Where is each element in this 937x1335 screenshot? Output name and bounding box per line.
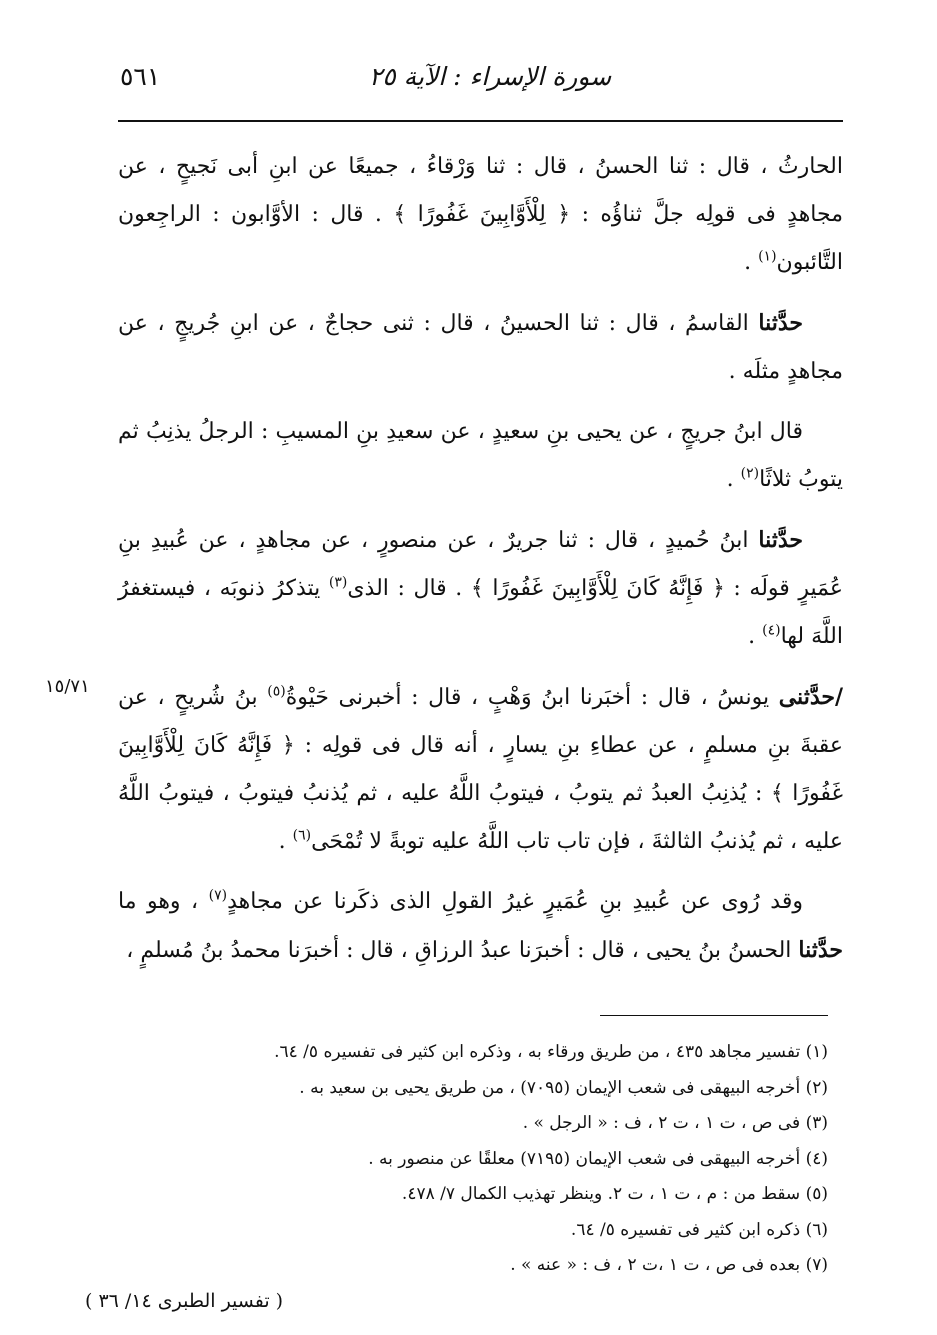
- footnotes: [118, 1035, 828, 1284]
- paragraph-3: [118, 408, 843, 504]
- paragraph-text: القاسمُ ، قال : ثنا الحسينُ ، قال : ثنى حجاجٌ ، عن ابنِ جُريجٍ ، عن مجاهدٍ مثلَه .: [118, 311, 843, 384]
- header-rule: [118, 120, 843, 122]
- running-header-title: سورة الإسراء : الآية ٢٥: [368, 62, 612, 91]
- paragraph-text: يتذكرُ ذنوبَه ، فيستغفرُ اللَّهَ لها: [118, 576, 843, 649]
- paragraph-text: .: [726, 467, 741, 492]
- paragraph-6: [118, 878, 843, 975]
- footnote-marker: (٣): [328, 574, 348, 591]
- paragraph-text: ، وهو ما: [118, 889, 209, 914]
- footnote-marker: (٦): [292, 827, 312, 844]
- paragraph-4: [118, 516, 843, 661]
- paragraph-text: قال ابنُ جريجٍ ، عن يحيى بنِ سعيدٍ ، عن سعيدِ بنِ المسيبِ : الرجلُ يذنِبُ ثم يتوبُ ثلاثًا: [118, 419, 843, 492]
- paragraph-text: وقد رُوى عن عُبيدِ بنِ عُمَيرٍ غيرُ القولِ الذى ذكَرنا عن مجاهدٍ: [227, 889, 803, 914]
- hadith-lead-word: حدَّثنا: [798, 937, 843, 963]
- hadith-lead-word: /حدَّثنى: [778, 684, 843, 710]
- footnote-2: (٢) أخرجه البيهقى فى شعب الإيمان (٧٠٩٥) ، من طريق يحيى بن سعيد به .: [299, 1077, 828, 1098]
- margin-reference: ١٥/٧١: [45, 676, 90, 697]
- hadith-lead-word: حدَّثنا: [758, 527, 803, 553]
- footnote-marker: (٧): [208, 887, 228, 904]
- page-number: ٥٦١: [120, 62, 161, 91]
- footnote-5: (٥) سقط من : م ، ت ١ ، ت ٢. وينظر تهذيب الكمال ٧/ ٤٧٨.: [401, 1184, 828, 1204]
- paragraph-text: .: [744, 250, 759, 275]
- paragraph-text: الحسنُ بنُ يحيى ، قال : أخبرَنا عبدُ الرزاقِ ، قال : أخبرَنا محمدُ بنُ مُسلمٍ ،: [126, 938, 799, 963]
- footnote-6: (٦) ذكره ابن كثير فى تفسيره ٥/ ٦٤.: [570, 1219, 828, 1240]
- hadith-lead-word: حدَّثنا: [758, 310, 803, 336]
- paragraph-text: الحارثُ ، قال : ثنا الحسنُ ، قال : ثنا وَرْقاءُ ، جميعًا عن ابنِ أبى نَجيحٍ ، عن مجاهدٍ فى قولِه جلَّ ثناؤُه : ﴿ لِلْأَوَّابِينَ غَفُورًا ﴾ . قال : الأوَّابون : الراجِعون التَّائبون: [118, 154, 843, 275]
- paragraph-1: [118, 143, 843, 287]
- paragraph-5: [118, 673, 843, 866]
- book-reference: ( تفسير الطبرى ١٤/ ٣٦ ): [85, 1290, 284, 1312]
- paragraph-text: .: [278, 829, 293, 854]
- footnote-7: (٧) بعده فى ص ، ت ١ ،ت ٢ ، ف : « عنه » .: [510, 1255, 828, 1275]
- footnote-marker: (٤): [762, 622, 781, 639]
- paragraph-text: ابنُ حُميدٍ ، قال : ثنا جريرٌ ، عن منصورٍ ، عن مجاهدٍ ، عن عُبيدِ بنِ عُمَيرٍ قولَه : ﴿ فَإِنَّهُ كَانَ لِلْأَوَّابِينَ غَفُورًا ﴾ . قال : الذى: [118, 528, 843, 601]
- paragraph-text: .: [748, 624, 763, 649]
- footnote-1: (١) تفسير مجاهد ٤٣٥ ، من طريق ورقاء به ، وذكره ابن كثير فى تفسيره ٥/ ٦٤.: [274, 1042, 828, 1062]
- footnote-4: (٤) أخرجه البيهقى فى شعب الإيمان (٧١٩٥) معلقًا عن منصور به .: [368, 1148, 828, 1169]
- paragraph-text: بنُ شُريحٍ ، عن عقبةَ بنِ مسلمٍ ، عن عطاءِ بنِ يسارٍ ، أنه قال فى قولِه : ﴿ فَإِنَّهُ كَانَ لِلْأَوَّابِينَ غَفُورًا ﴾ : يُذنِبُ العبدُ ثم يتوبُ ، فيتوبُ اللَّهُ عليه ، ثم يُذنبُ فيتوبُ ، فيتوبُ اللَّهُ عليه ، ثم يُذنبُ الثالثةَ ، فإن تاب تاب اللَّهُ عليه توبةً لا تُمْحَى: [118, 685, 843, 854]
- footnote-rule: [600, 1015, 828, 1016]
- footnote-marker: (٢): [740, 465, 760, 482]
- footnote-3: (٣) فى ص ، ت ١ ، ت ٢ ، ف : « الرجل » .: [522, 1113, 828, 1133]
- paragraph-2: [118, 299, 843, 396]
- main-text: [118, 143, 843, 987]
- footnote-marker: (٥): [267, 683, 286, 700]
- paragraph-text: يونسُ ، قال : أخبَرنا ابنُ وَهْبٍ ، قال : أخبرنى حَيْوةُ: [285, 685, 779, 710]
- footnote-marker: (١): [758, 248, 777, 265]
